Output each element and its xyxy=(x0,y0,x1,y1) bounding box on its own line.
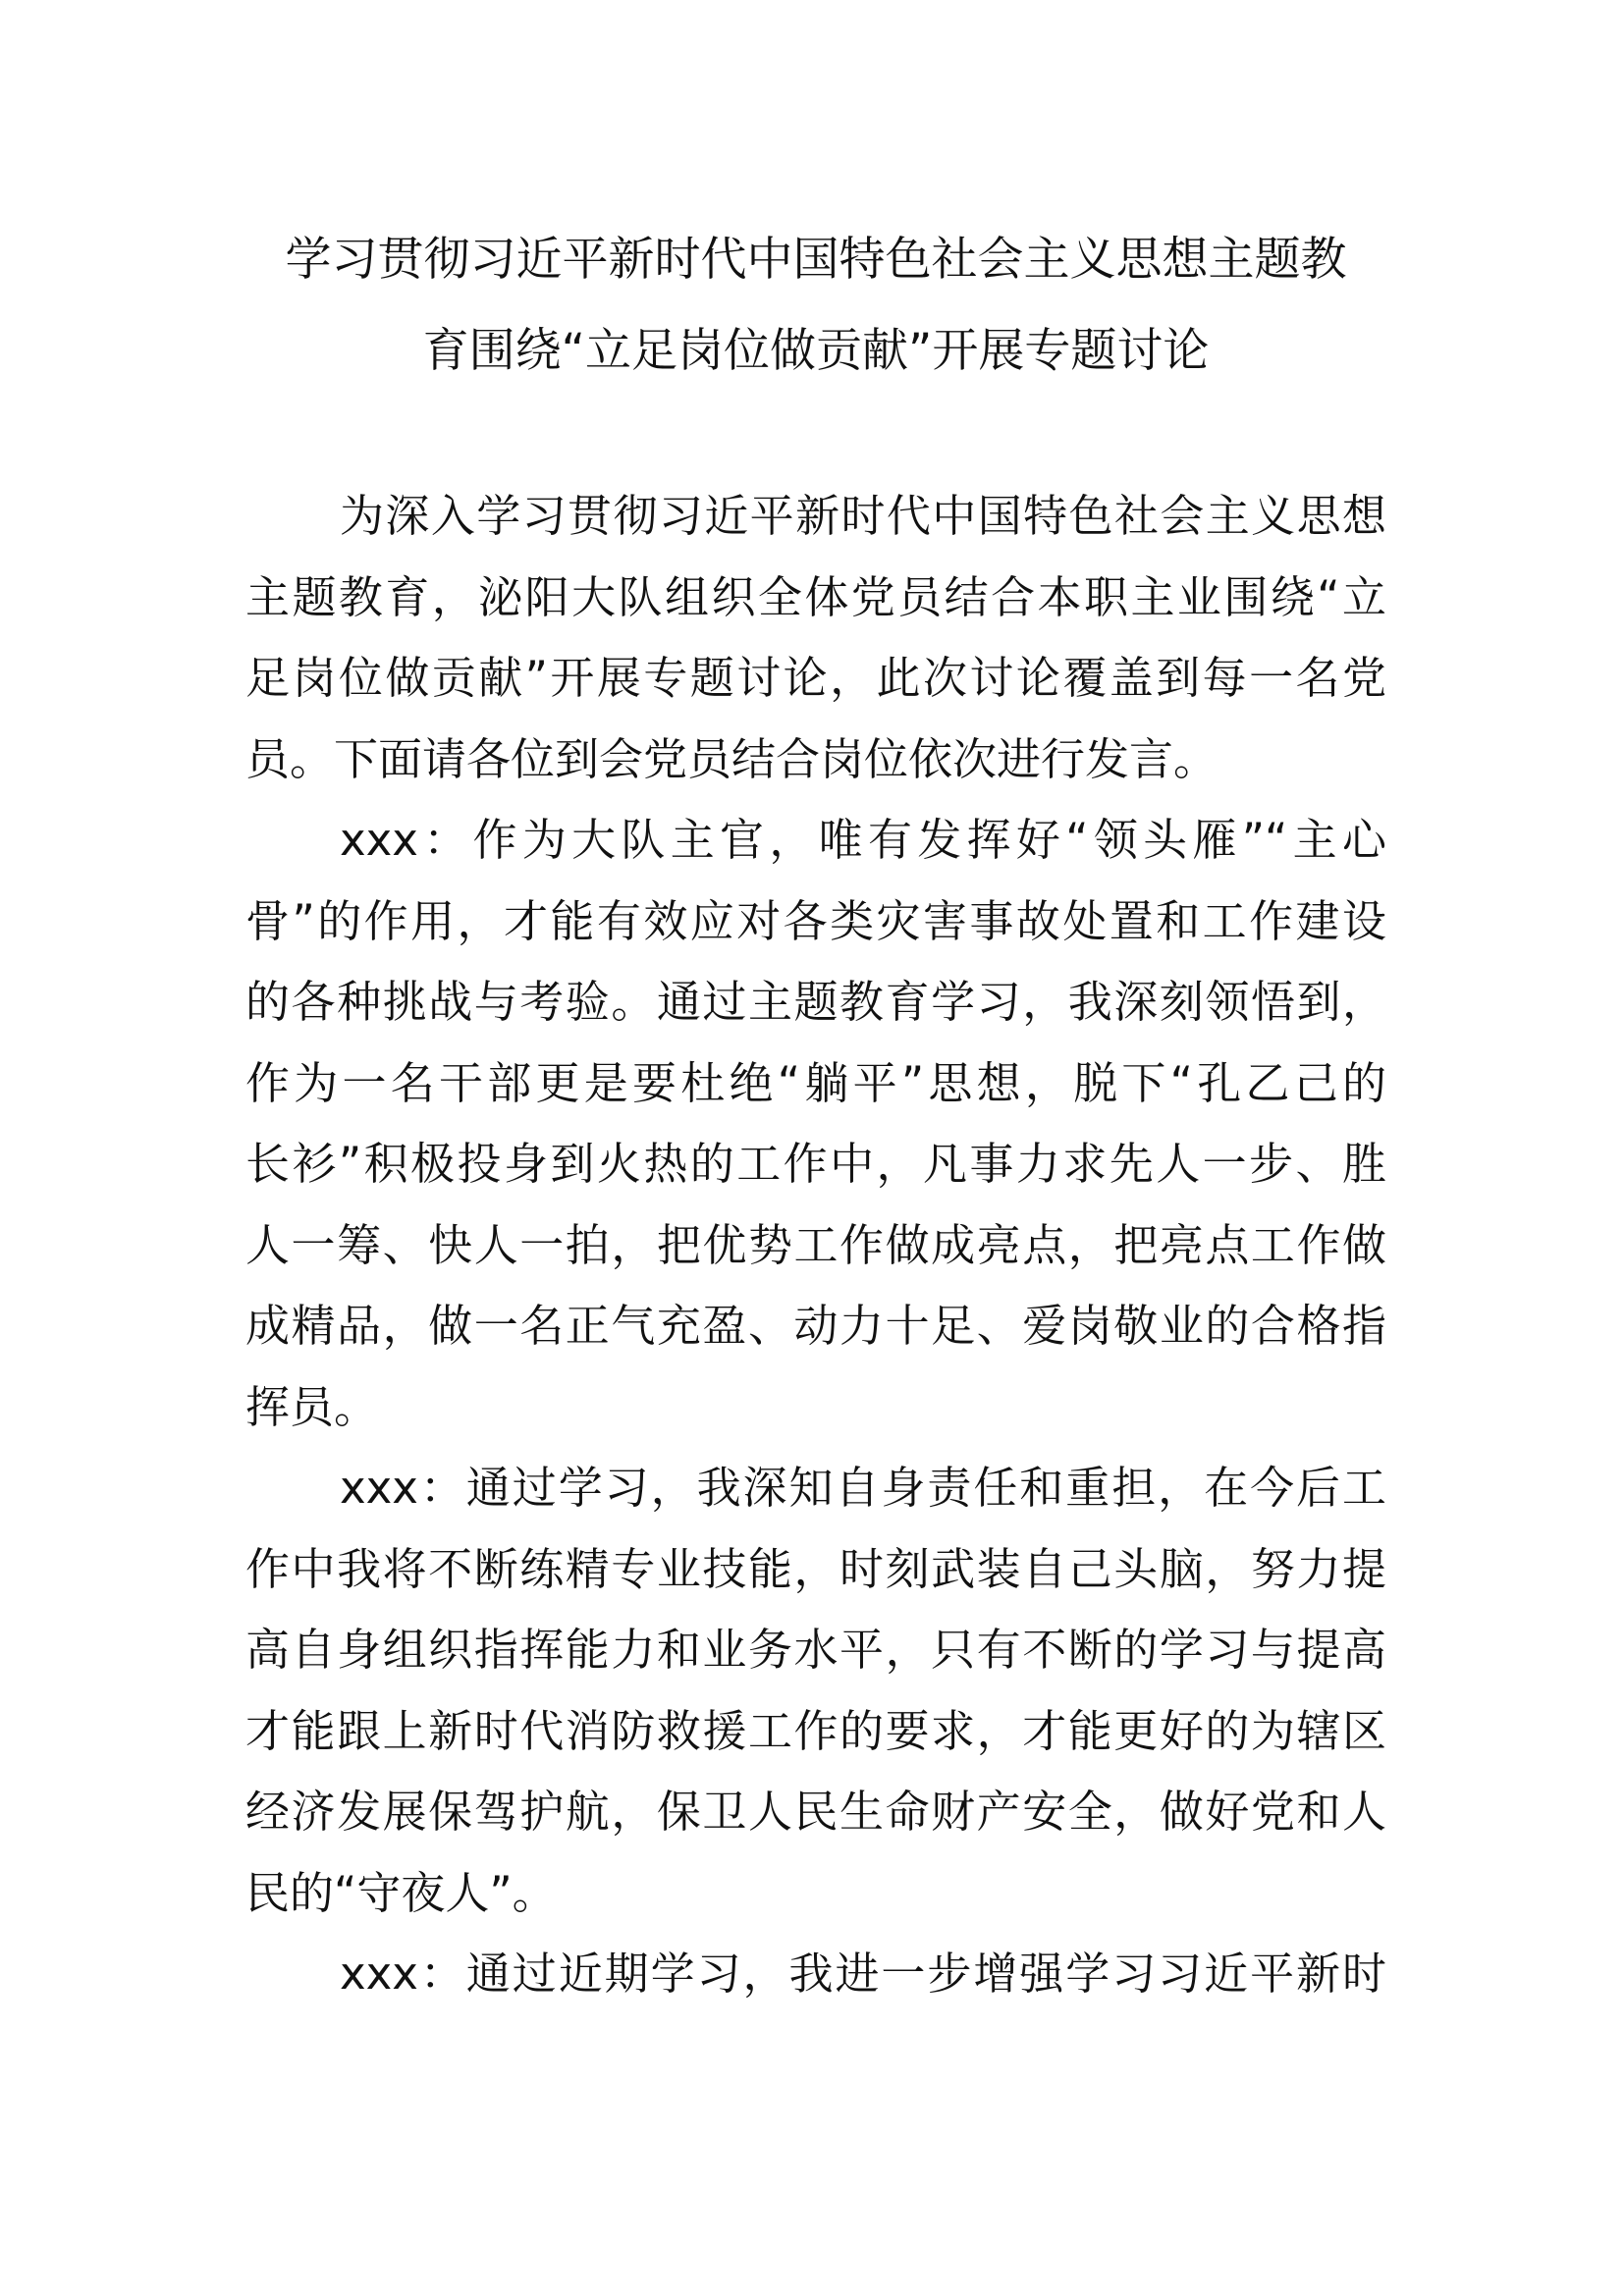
paragraph-line: 才能跟上新时代消防救援工作的要求，才能更好的为辖区 xyxy=(245,1704,1386,1757)
paragraph-speaker-1 xyxy=(245,800,1386,1448)
paragraph-line: 足岗位做贡献”开展专题讨论，此次讨论覆盖到每一名党 xyxy=(245,652,1386,704)
title-line-2: 育围绕“立足岗位做贡献”开展专题讨论 xyxy=(422,324,1210,378)
paragraph-line: 为深入学习贯彻习近平新时代中国特色社会主义思想 xyxy=(340,490,1386,542)
paragraph-intro xyxy=(245,476,1386,800)
document-title xyxy=(245,214,1386,397)
paragraph-line: xxx：作为大队主官，唯有发挥好“领头雁”“主心 xyxy=(340,814,1386,866)
paragraph-line: xxx：通过学习，我深知自身责任和重担，在今后工 xyxy=(340,1462,1386,1514)
paragraph-line: 作为一名干部更是要杜绝“躺平”思想，脱下“孔乙己的 xyxy=(245,1056,1386,1109)
paragraph-line: 主题教育，泌阳大队组织全体党员结合本职主业围绕“立 xyxy=(245,570,1386,623)
paragraph-line: 骨”的作用，才能有效应对各类灾害事故处置和工作建设 xyxy=(245,894,1386,947)
paragraph-line: 的各种挑战与考验。通过主题教育学习，我深刻领悟到， xyxy=(245,976,1386,1028)
title-line-1: 学习贯彻习近平新时代中国特色社会主义思想主题教 xyxy=(285,233,1347,287)
paragraph-line: 挥员。 xyxy=(245,1380,379,1433)
paragraph-speaker-3 xyxy=(245,1934,1386,2015)
paragraph-line: xxx：通过近期学习，我进一步增强学习习近平新时 xyxy=(340,1948,1386,2000)
paragraph-line: 长衫”积极投身到火热的工作中，凡事力求先人一步、胜 xyxy=(245,1138,1386,1190)
paragraph-line: 员。下面请各位到会党员结合岗位依次进行发言。 xyxy=(245,732,1218,785)
paragraph-line: 民的“守夜人”。 xyxy=(245,1866,557,1919)
paragraph-line: 人一筹、快人一拍，把优势工作做成亮点，把亮点工作做 xyxy=(245,1218,1386,1271)
paragraph-line: 经济发展保驾护航，保卫人民生命财产安全，做好党和人 xyxy=(245,1786,1386,1838)
paragraph-line: 高自身组织指挥能力和业务水平，只有不断的学习与提高 xyxy=(245,1624,1386,1676)
paragraph-line: 作中我将不断练精专业技能，时刻武装自己头脑，努力提 xyxy=(245,1542,1386,1595)
paragraph-line: 成精品，做一名正气充盈、动力十足、爱岗敬业的合格指 xyxy=(245,1300,1386,1352)
document-body xyxy=(245,476,1386,2015)
paragraph-speaker-2 xyxy=(245,1448,1386,1934)
